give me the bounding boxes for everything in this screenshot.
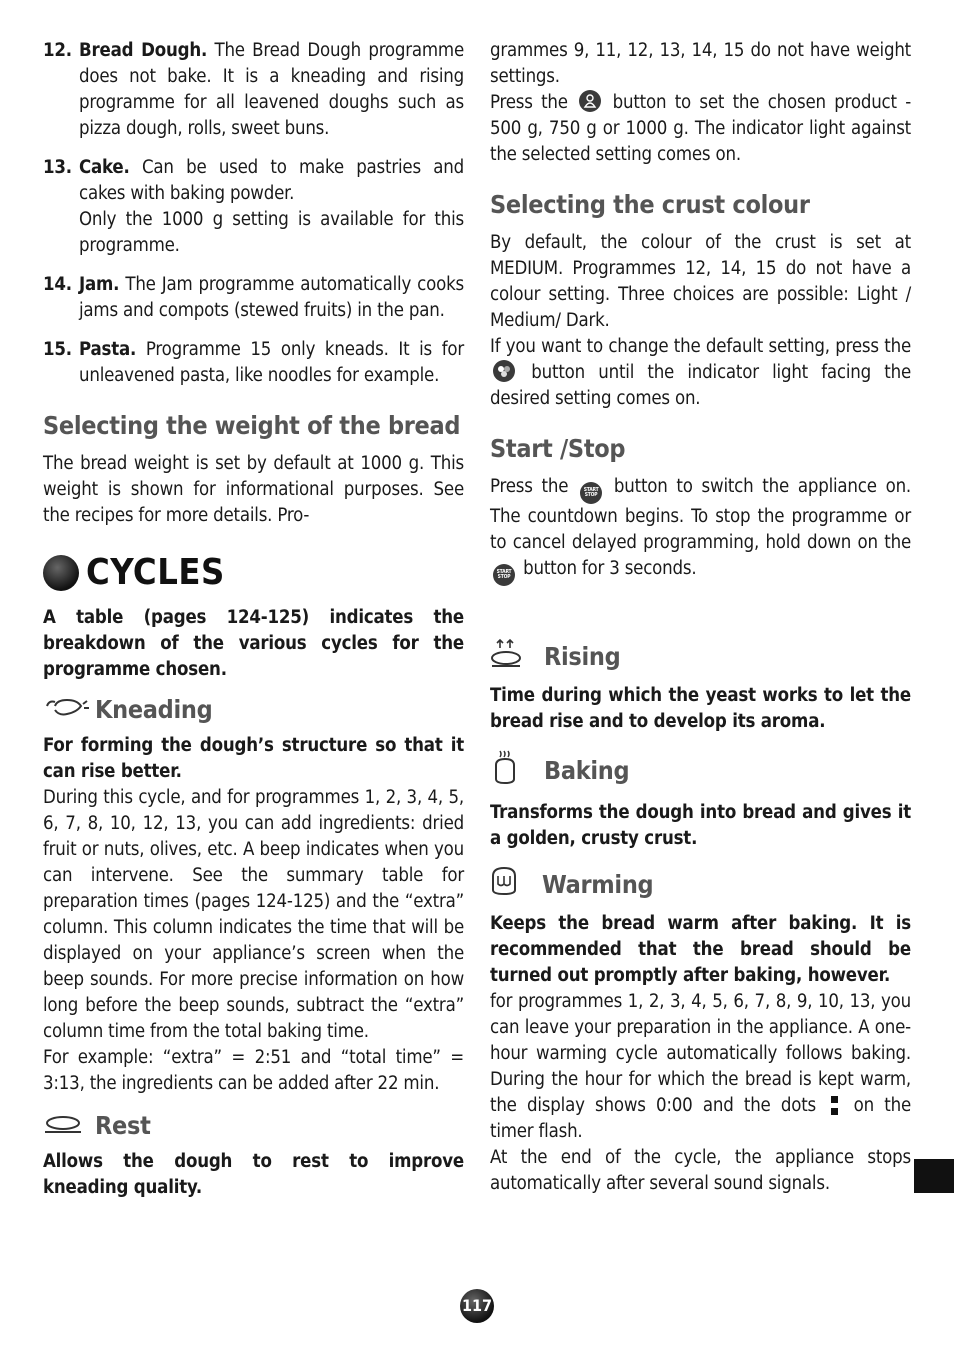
- weight-text: The bread weight is set by default at 1000 g. This weight is shown for informational purposes. See the recipes for more details. Pro-: [43, 453, 464, 526]
- rising-bold: Time during which the yeast works to let the bread rise and to develop its aroma.: [490, 685, 911, 732]
- text-fragment: If you want to change the default setting, press the: [490, 336, 911, 357]
- weight-heading: Selecting the weight of the bread: [43, 411, 461, 440]
- warming-bold: Keeps the bread warm after baking. It is recommended that the bread should be turned out promptly after baking, however.: [490, 913, 911, 986]
- text-fragment: for programmes 1, 2, 3, 4, 5, 6, 7, 8, 9, 10, 13, you can leave your preparation in the appliance. A one-hour warming cycle automatically follows baking. During the hour for which the bread is kept warm, the display shows 0:00 and the dots: [490, 991, 911, 1116]
- page-edge-tab: [914, 1159, 954, 1193]
- rising-heading: [490, 638, 911, 675]
- text-fragment: Press the: [490, 92, 568, 113]
- rising-title: Rising: [544, 641, 621, 671]
- cycles-heading: [43, 551, 464, 595]
- kneading-icon: [43, 695, 91, 725]
- stop-label: STOP: [497, 574, 511, 580]
- warming-title: Warming: [542, 869, 654, 899]
- baking-heading: [490, 749, 911, 792]
- start-label: START: [496, 569, 512, 575]
- right-column: [490, 38, 911, 1197]
- warming-icon: [490, 866, 518, 903]
- warming-end-text: At the end of the cycle, the appliance stops automatically after several sound signals.: [490, 1147, 911, 1194]
- text-fragment: button until the indicator light facing the desired setting comes on.: [490, 362, 911, 409]
- start-label: START: [583, 487, 599, 493]
- text-fragment: Press the: [490, 476, 569, 497]
- crust-text: By default, the colour of the crust is set at MEDIUM. Programmes 12, 14, 15 do not have a colour setting. Three choices are possible: Light / Medium/ Dark.: [490, 232, 911, 331]
- weight-button-text: [490, 90, 911, 168]
- item-text: The Bread Dough programme does not bake. It is a kneading and rising programme for all leavened doughs such as pizza dough, rolls, sweet buns.: [79, 40, 464, 139]
- item-text: The Jam programme automatically cooks jams and compots (stewed fruits) in the pan.: [79, 274, 464, 321]
- item-number: 14.: [43, 274, 72, 295]
- kneading-example: For example: “extra” = 2:51 and “total time” = 3:13, the ingredients can be added after 22 min.: [43, 1047, 464, 1094]
- crust-button-text: [490, 334, 911, 412]
- item-title: Jam.: [79, 274, 120, 295]
- item-text: Programme 15 only kneads. It is for unleavened pasta, like noodles for example.: [79, 339, 464, 386]
- rest-icon: [43, 1111, 83, 1141]
- list-item: [43, 155, 464, 259]
- list-item: [43, 272, 464, 324]
- weight-continued: grammes 9, 11, 12, 13, 14, 15 do not have weight settings.: [490, 40, 911, 87]
- warming-heading: [490, 866, 911, 903]
- item-title: Pasta.: [79, 339, 137, 360]
- kneading-heading: [43, 695, 464, 725]
- stop-label: STOP: [584, 492, 598, 498]
- kneading-text: During this cycle, and for programmes 1, 2, 3, 4, 5, 6, 7, 8, 10, 12, 13, you can add ingredients: dried fruit or nuts, olives, etc. A beep indicates when you can intervene. See the summary table for preparation times (pages 124-125) and the “extra” column. This column indicates the time that will be displayed on your appliance’s screen when the beep sounds. For more precise information on how long before the beep sounds, subtract the “extra” column time from the total baking time.: [43, 787, 464, 1042]
- rising-icon: [490, 638, 524, 675]
- list-item: [43, 38, 464, 142]
- item-number: 12.: [43, 40, 72, 61]
- kneading-bold: For forming the dough’s structure so that it can rise better.: [43, 735, 464, 782]
- page-number: 117: [460, 1289, 494, 1323]
- left-column: [43, 38, 464, 1201]
- rest-heading: [43, 1111, 464, 1141]
- start-stop-icon: [493, 564, 515, 586]
- start-stop-text: [490, 474, 911, 586]
- text-fragment: button to set the chosen product - 500 g, 750 g or 1000 g. The indicator light against the selected setting comes on.: [490, 92, 912, 165]
- baking-title: Baking: [544, 755, 630, 785]
- item-number: 15.: [43, 339, 72, 360]
- text-fragment: button for 3 seconds.: [523, 558, 697, 579]
- start-stop-icon: [580, 482, 602, 504]
- item-number: 13.: [43, 157, 72, 178]
- list-item: [43, 337, 464, 389]
- crust-button-icon: [493, 360, 515, 382]
- baking-bold: Transforms the dough into bread and gives it a golden, crusty crust.: [490, 802, 911, 849]
- item-text: Can be used to make pastries and cakes with baking powder.: [79, 157, 464, 204]
- item-extra: Only the 1000 g setting is available for this programme.: [79, 209, 464, 256]
- cycles-bullet-icon: [43, 555, 79, 591]
- crust-heading: Selecting the crust colour: [490, 190, 810, 219]
- text-fragment: button to switch the appliance on. The countdown begins. To stop the programme or to cancel delayed programming, hold down on the: [490, 476, 911, 553]
- text-fragment: on the timer flash.: [490, 1095, 911, 1142]
- kneading-title: Kneading: [95, 695, 213, 724]
- item-title: Bread Dough.: [79, 40, 208, 61]
- rest-title: Rest: [95, 1111, 151, 1140]
- rest-bold: Allows the dough to rest to improve kneading quality.: [43, 1151, 464, 1198]
- warming-text: [490, 989, 911, 1145]
- item-title: Cake.: [79, 157, 130, 178]
- weight-button-icon: [579, 90, 601, 112]
- start-stop-heading: Start /Stop: [490, 434, 626, 463]
- baking-icon: [490, 749, 520, 792]
- timer-dots-icon: [831, 1096, 838, 1116]
- cycles-intro: A table (pages 124-125) indicates the breakdown of the various cycles for the programme chosen.: [43, 607, 464, 680]
- cycles-title: CYCLES: [86, 552, 225, 593]
